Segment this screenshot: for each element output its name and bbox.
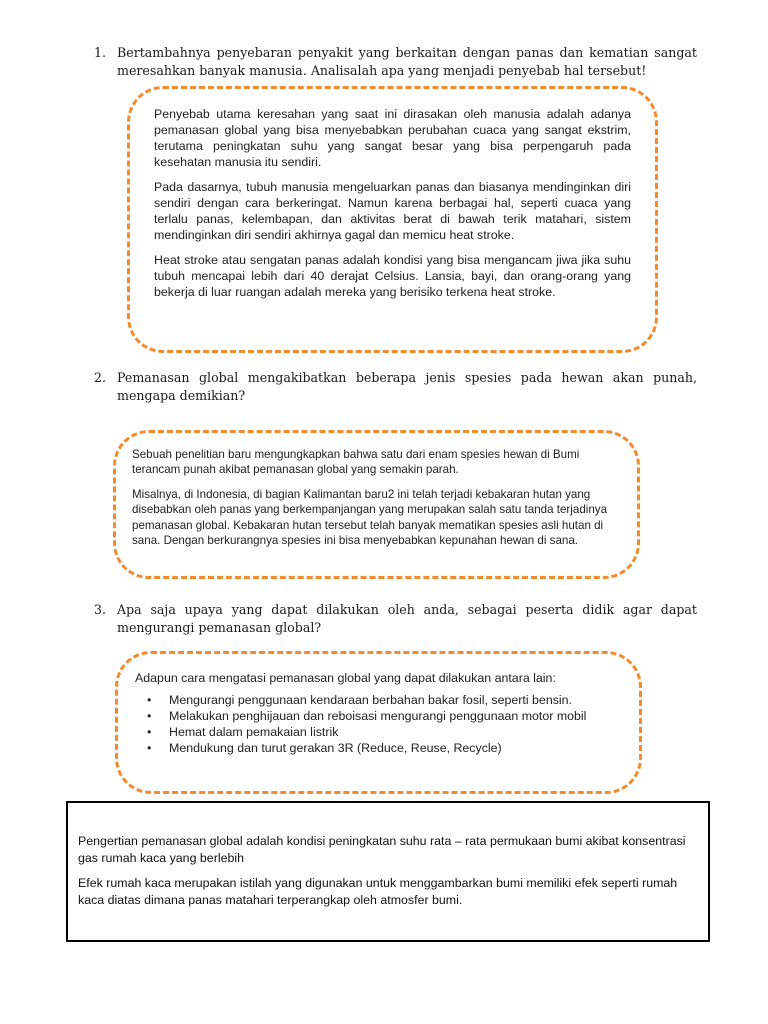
answer-2-paragraph-2: Misalnya, di Indonesia, di bagian Kalimantan baru2 ini telah terjadi kebakaran hutan yang disebabkan oleh panas yang berkempanjangan yang merupakan salah satu tanda terjadinya pemanasan global. Kebakaran hutan tersebut telah banyak mematikan spesies asli hutan di sana. Dengan berkurangnya spesies ini bisa menyebabkan kepunahan hewan di sana. (132, 487, 608, 548)
question-3 (94, 601, 697, 637)
bullet-icon: • (147, 725, 152, 739)
question-2 (94, 369, 697, 405)
question-2-number: 2. (94, 370, 107, 385)
question-3-text: Apa saja upaya yang dapat dilakukan oleh anda, sebagai peserta didik agar dapat mengurangi pemanasan global? (117, 602, 697, 635)
summary-paragraph-1: Pengertian pemanasan global adalah kondisi peningkatan suhu rata – rata permukaan bumi akibat konsentrasi gas rumah kaca yang berlebih (78, 834, 686, 865)
question-1-text: Bertambahnya penyebaran penyakit yang berkaitan dengan panas dan kematian sangat meresahkan banyak manusia. Analisalah apa yang menjadi penyebab hal tersebut! (117, 45, 697, 78)
list-item-text: Mendukung dan turut gerakan 3R (Reduce, Reuse, Recycle) (169, 741, 502, 755)
question-1-number: 1. (94, 45, 107, 60)
list-item-text: Hemat dalam pemakaian listrik (169, 725, 339, 739)
answer-2-box (113, 430, 640, 579)
list-item-text: Melakukan penghijauan dan reboisasi mengurangi penggunaan motor mobil (169, 709, 587, 723)
summary-box (66, 801, 710, 942)
answer-3-intro: Adapun cara mengatasi pemanasan global yang dapat dilakukan antara lain: (135, 671, 556, 685)
answer-1-paragraph-1: Penyebab utama keresahan yang saat ini dirasakan oleh manusia adalah adanya pemanasan global yang bisa menyebabkan perubahan cuaca yang sangat ekstrim, terutama peningkatan suhu yang sangat besar yang bisa perpengaruh pada kesehatan manusia itu sendiri. (154, 107, 631, 169)
answer-1-box (127, 86, 658, 353)
list-item (147, 692, 623, 708)
answer-3-box (115, 651, 642, 794)
list-item (147, 724, 623, 740)
list-item-text: Mengurangi penggunaan kendaraan berbahan bakar fosil, seperti bensin. (169, 693, 572, 707)
question-1 (94, 44, 697, 80)
question-2-text: Pemanasan global mengakibatkan beberapa jenis spesies pada hewan akan punah, mengapa demikian? (117, 370, 697, 403)
answer-1-paragraph-2: Pada dasarnya, tubuh manusia mengeluarkan panas dan biasanya mendinginkan diri sendiri dengan cara berkeringat. Namun karena berbagai hal, seperti cuaca yang terlalu panas, kelembapan, dan aktivitas berat di bawah terik matahari, sistem mendinginkan diri sendiri akhirnya gagal dan memicu heat stroke. (154, 180, 631, 242)
bullet-icon: • (147, 709, 152, 723)
bullet-icon: • (147, 693, 152, 707)
list-item (147, 708, 623, 724)
answer-3-list (135, 692, 623, 756)
bullet-icon: • (147, 741, 152, 755)
answer-2-paragraph-1: Sebuah penelitian baru mengungkapkan bahwa satu dari enam spesies hewan di Bumi terancam punah akibat pemanasan global yang semakin parah. (132, 448, 580, 477)
answer-1-paragraph-3: Heat stroke atau sengatan panas adalah kondisi yang bisa mengancam jiwa jika suhu tubuh mencapai lebih dari 40 derajat Celsius. Lansia, bayi, dan orang-orang yang bekerja di luar ruangan adalah mereka yang berisiko terkena heat stroke. (154, 253, 631, 299)
question-3-number: 3. (94, 602, 107, 617)
summary-paragraph-2: Efek rumah kaca merupakan istilah yang digunakan untuk menggambarkan bumi memiliki efek seperti rumah kaca diatas dimana panas matahari terperangkap oleh atmosfer bumi. (78, 876, 678, 907)
list-item (147, 740, 623, 756)
